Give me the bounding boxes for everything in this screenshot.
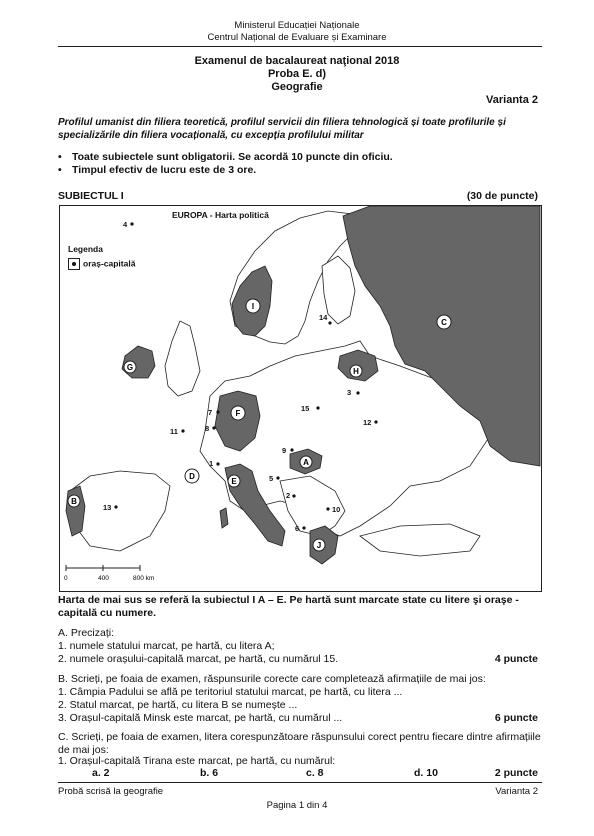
svg-text:4: 4 <box>123 220 128 229</box>
svg-text:11: 11 <box>170 427 178 436</box>
svg-text:800 km: 800 km <box>133 575 155 582</box>
island-sardinia <box>220 508 228 528</box>
marker-letter-b <box>68 495 80 507</box>
svg-text:D: D <box>189 472 195 481</box>
marker-letter-j <box>313 539 325 551</box>
svg-text:12: 12 <box>363 418 372 427</box>
exam-subject: Geografie <box>271 81 323 93</box>
part-a-item-2: 2. numele orașului-capitală marcat, pe hartă, cu numărul 15. <box>58 653 339 665</box>
svg-text:8: 8 <box>205 424 210 433</box>
capital-11 <box>170 427 185 436</box>
great-britain-land <box>165 321 200 396</box>
header-divider <box>58 46 542 47</box>
part-b-item-3: 3. Orașul-capitală Minsk este marcat, pe hartă, cu numărul ... <box>58 712 343 724</box>
svg-text:0: 0 <box>64 575 68 582</box>
capital-dot-icon <box>68 258 80 270</box>
svg-text:I: I <box>251 302 255 311</box>
marker-letter-i <box>246 299 260 313</box>
option-a: a. 2 <box>92 767 110 779</box>
variant-label: Varianta 2 <box>486 94 538 106</box>
option-d: d. 10 <box>414 767 438 779</box>
marker-letter-e <box>228 475 240 487</box>
part-c-label: C. Scrieți, pe foaia de examen, litera corespunzătoare răspunsului corect pentru fiecare dintre afirmațiile de mai jos: <box>58 731 541 756</box>
section-title: SUBIECTUL I <box>58 190 124 202</box>
part-b-item-1: 1. Câmpia Padului se află pe teritoriul statului marcat, pe hartă, cu litera ... <box>58 686 403 698</box>
footer-divider <box>58 782 542 783</box>
part-a-item-1: 1. numele statului marcat, pe hartă, cu litera A; <box>58 640 275 652</box>
svg-text:F: F <box>235 409 241 418</box>
map-title: EUROPA - Harta politică <box>172 210 269 220</box>
svg-text:G: G <box>126 363 134 372</box>
part-a-points: 4 puncte <box>494 653 538 665</box>
state-b-portugal <box>66 486 85 536</box>
europe-political-map <box>59 205 542 592</box>
svg-text:1: 1 <box>209 459 214 468</box>
svg-text:14: 14 <box>319 313 328 322</box>
svg-text:7: 7 <box>208 408 213 417</box>
svg-text:C: C <box>441 318 447 327</box>
svg-text:13: 13 <box>103 503 112 512</box>
iberia-land <box>70 471 170 551</box>
marker-letter-h <box>350 365 362 377</box>
option-c: c. 8 <box>306 767 324 779</box>
part-b-label: B. Scrieți, pe foaia de examen, răspunsurile corecte care completează afirmațiile de mai jos: <box>58 673 486 685</box>
marker-letter-g <box>124 361 136 373</box>
rule-item-1: • Toate subiectele sunt obligatorii. Se acordă 10 puncte din oficiu. <box>58 151 393 163</box>
part-a-label: A. Precizați: <box>58 627 115 639</box>
profile-text: Profilul umanist din filiera teoretică, profilul servicii din filiera tehnologică și toate profilurile și specializările din filiera vocațională, cu excepția profilului militar <box>58 117 506 141</box>
svg-text:5: 5 <box>269 474 274 483</box>
svg-text:9: 9 <box>282 446 287 455</box>
svg-text:2: 2 <box>286 491 291 500</box>
map-intro: Harta de mai sus se referă la subiectul I A – E. Pe hartă sunt marcate state cu litere şi oraşe - capitală cu numere. <box>58 594 519 619</box>
legend-item: oraș-capitală <box>68 258 135 270</box>
marker-letter-a <box>300 456 312 468</box>
marker-letter-c <box>437 315 451 329</box>
evaluation-center-name: Centrul Național de Evaluare și Examinare <box>207 32 387 43</box>
map-legend <box>68 244 135 270</box>
turkey-land <box>360 524 480 556</box>
page-number: Pagina 1 din 4 <box>266 800 328 811</box>
exam-title: Examenul de bacalaureat naţional 2018 <box>194 55 400 67</box>
svg-text:15: 15 <box>301 404 310 413</box>
option-b: b. 6 <box>200 767 219 779</box>
marker-letter-f <box>231 406 245 420</box>
svg-text:B: B <box>71 497 77 506</box>
svg-text:10: 10 <box>332 505 341 514</box>
svg-text:E: E <box>231 477 237 486</box>
rule-item-2: • Timpul efectiv de lucru este de 3 ore. <box>58 164 257 176</box>
ministry-name: Ministerul Educației Naționale <box>234 20 360 31</box>
svg-text:H: H <box>353 367 359 376</box>
svg-text:3: 3 <box>347 388 352 397</box>
marker-letter-d <box>185 469 199 483</box>
part-b-item-2: 2. Statul marcat, pe hartă, cu litera B se numește ... <box>58 699 298 711</box>
footer-left: Probă scrisă la geografie <box>58 786 164 797</box>
svg-text:J: J <box>316 541 322 550</box>
capital-4 <box>123 220 134 229</box>
section-points: (30 de puncte) <box>466 190 538 202</box>
map-scale-bar <box>64 565 154 582</box>
svg-text:6: 6 <box>295 524 300 533</box>
exam-proba: Proba E. d) <box>267 68 327 80</box>
legend-title: Legenda <box>68 244 103 254</box>
part-c-item-1: 1. Orașul-capitală Tirana este marcat, pe hartă, cu numărul: <box>58 755 336 767</box>
part-c-points: 2 puncte <box>494 767 538 779</box>
svg-text:400: 400 <box>98 575 109 582</box>
part-b-points: 6 puncte <box>494 712 538 724</box>
svg-text:A: A <box>303 458 309 467</box>
footer-right: Varianta 2 <box>495 786 538 797</box>
